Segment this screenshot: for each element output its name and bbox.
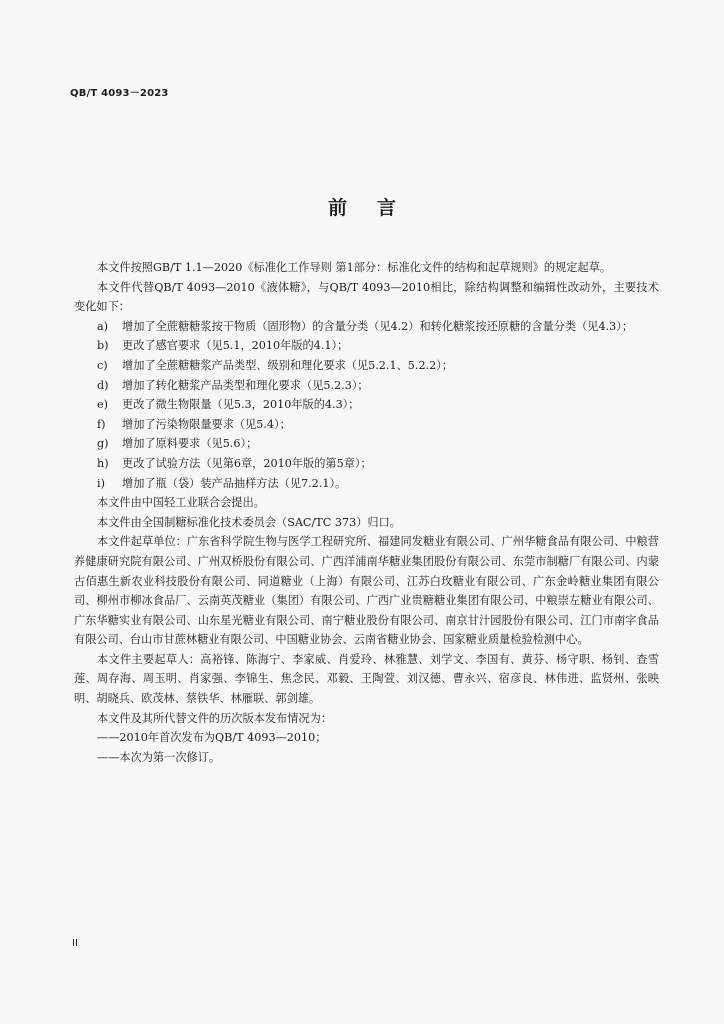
list-marker: f) <box>97 417 106 431</box>
list-item <box>74 356 659 376</box>
list-item-text: 更改了感官要求（见5.1，2010年版的4.1）； <box>122 339 349 353</box>
paragraph-replacement: 本文件代替QB/T 4093—2010《液体糖》，与QB/T 4093—2010相比，除结构调整和编辑性改动外，主要技术变化如下： <box>74 280 659 314</box>
list-item <box>74 336 659 356</box>
list-item <box>74 376 659 396</box>
list-marker: e) <box>97 398 108 412</box>
list-item-text: 更改了试验方法（见第6章，2010年版的第5章）； <box>122 456 372 470</box>
list-item-text: 增加了全蔗糖糖浆按干物质（固形物）的含量分类（见4.2）和转化糖浆按还原糖的含量分类（见4.3）； <box>122 319 634 333</box>
list-item-text: 更改了微生物限量（见5.3，2010年版的4.3）； <box>122 398 360 412</box>
list-marker: a) <box>97 319 109 333</box>
list-item <box>74 395 659 415</box>
history-item: ——本次为第一次修订。 <box>97 750 221 764</box>
history-item: ——2010年首次发布为QB/T 4093—2010； <box>97 731 327 745</box>
list-item <box>74 434 659 454</box>
list-item-text: 增加了污染物限量要求（见5.4）； <box>122 417 291 431</box>
list-item-text: 增加了原料要求（见5.6）； <box>122 437 258 451</box>
paragraph-committee: 本文件由全国制糖标准化技术委员会（SAC/TC 373）归口。 <box>97 515 401 529</box>
paragraph-drafting-rules: 本文件按照GB/T 1.1—2020《标准化工作导则 第1部分：标准化文件的结构和起草规则》的规定起草。 <box>97 261 612 274</box>
paragraph-drafters: 本文件主要起草人：高裕锋、陈海宁、李家威、肖爱玲、林雅慧、刘学文、李国有、黄芬、杨守职、杨钊、查雪莲、周存海、周玉明、肖家强、李锦生、焦念民、邓毅、王陶萱、刘汉德、曹永兴、宿彦良、林伟进、监贤州、张映明、胡晓兵、欧茂林、蔡铁华、林雁联、郭剑雄。 <box>74 652 659 706</box>
paragraph-history-intro: 本文件及其所代替文件的历次版本发布情况为： <box>97 711 332 725</box>
list-item <box>74 474 659 494</box>
list-marker: c) <box>97 358 108 372</box>
list-item-text: 增加了全蔗糖糖浆产品类型、级别和理化要求（见5.2.1、5.2.2）； <box>122 358 454 372</box>
paragraph-proposer: 本文件由中国轻工业联合会提出。 <box>97 496 265 510</box>
list-marker: h) <box>97 456 109 470</box>
page-number: II <box>72 938 78 949</box>
list-item-text: 增加了瓶（袋）装产品抽样方法（见7.2.1）。 <box>122 476 347 490</box>
paragraph-drafting-units: 本文件起草单位：广东省科学院生物与医学工程研究所、福建同发糖业有限公司、广州华糖食品有限公司、中粮营养健康研究院有限公司、广州双桥股份有限公司、广西洋浦南华糖业集团股份有限公司、东莞市制糖厂有限公司、内蒙古佰惠生新农业科技股份有限公司、同道糖业（上海）有限公司、江苏白玫糖业有限公司、广东金岭糖业集团有限公司、柳州市柳冰食品厂、云南英茂糖业（集团）有限公司、广西广业贵糖糖业集团有限公司、中粮崇左糖业有限公司、广东华糖实业有限公司、山东星光糖业有限公司、南宁糖业股份有限公司、南京甘汁园股份有限公司、江门市南字食品有限公司、台山市甘蔗林糖业有限公司、中国糖业协会、云南省糖业协会、国家糖业质量检验检测中心。 <box>74 535 659 647</box>
list-item <box>74 317 659 337</box>
list-item <box>74 415 659 435</box>
document-body <box>74 258 659 767</box>
list-marker: g) <box>97 437 109 451</box>
list-marker: b) <box>97 339 109 353</box>
list-marker: i) <box>97 476 105 490</box>
changes-list <box>74 317 659 493</box>
list-marker: d) <box>97 378 109 392</box>
list-item-text: 增加了转化糖浆产品类型和理化要求（见5.2.3）； <box>122 378 369 392</box>
standard-code: QB/T 4093－2023 <box>70 88 169 99</box>
list-item <box>74 454 659 474</box>
page-title: 前言 <box>327 197 426 219</box>
